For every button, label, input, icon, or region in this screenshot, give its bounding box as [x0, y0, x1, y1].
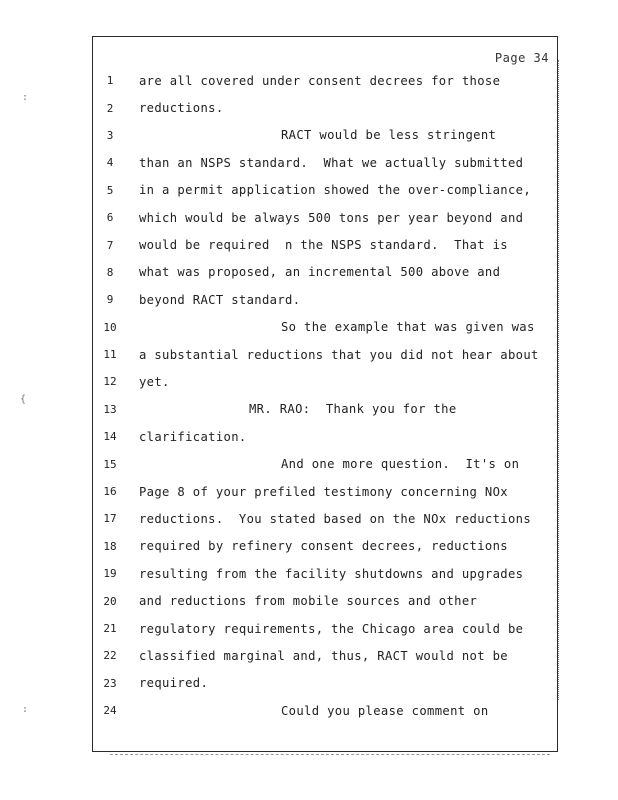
line-number: 6	[106, 211, 114, 225]
line-number: 24	[103, 704, 117, 718]
line-text: yet.	[139, 374, 170, 389]
line-text: would be required n the NSPS standard. That is	[139, 238, 508, 253]
line-text: and reductions from mobile sources and other	[139, 594, 478, 609]
transcript-line	[93, 286, 557, 313]
page-number: Page 34	[494, 51, 549, 65]
transcript-line	[93, 341, 557, 368]
transcript-line	[93, 423, 557, 450]
line-number: 13	[103, 402, 117, 416]
line-number: 5	[106, 183, 114, 197]
line-text: are all covered under consent decrees for those	[139, 73, 501, 88]
line-text: required by refinery consent decrees, reductions	[139, 539, 508, 554]
transcript-line	[93, 314, 557, 341]
line-number: 2	[106, 101, 114, 115]
transcript-line	[93, 642, 557, 669]
transcript-line	[93, 204, 557, 231]
line-text: And one more question. It's on	[281, 457, 520, 472]
line-text: MR. RAO: Thank you for the	[249, 402, 457, 417]
line-number: 9	[106, 293, 114, 307]
transcript-line	[93, 396, 557, 423]
line-text: resulting from the facility shutdowns and upgrades	[139, 566, 524, 581]
bottom-scan-artifact	[110, 754, 550, 761]
line-number: 20	[103, 594, 117, 608]
transcript-lines	[93, 67, 557, 724]
line-text: in a permit application showed the over-compliance,	[139, 183, 532, 198]
transcript-line	[93, 368, 557, 395]
left-margin-mark: {	[20, 394, 27, 405]
line-number: 17	[103, 512, 117, 526]
transcript-line	[93, 67, 557, 94]
line-number: 11	[103, 348, 117, 362]
transcript-line	[93, 231, 557, 258]
line-number: 12	[103, 375, 117, 389]
transcript-line	[93, 670, 557, 697]
line-text: than an NSPS standard. What we actually submitted	[139, 155, 524, 170]
transcript-line	[93, 505, 557, 532]
line-text: required.	[139, 676, 209, 691]
line-text: RACT would be less stringent	[281, 128, 497, 143]
transcript-line	[93, 259, 557, 286]
transcript-line	[93, 450, 557, 477]
line-text: classified marginal and, thus, RACT would not be	[139, 648, 508, 663]
transcript-line	[93, 615, 557, 642]
line-number: 8	[106, 265, 114, 279]
line-text: a substantial reductions that you did not hear about	[139, 347, 539, 362]
line-text: regulatory requirements, the Chicago area could be	[139, 621, 524, 636]
transcript-line	[93, 478, 557, 505]
line-text: Page 8 of your prefiled testimony concerning NOx	[139, 484, 508, 499]
transcript-line	[93, 587, 557, 614]
line-number: 7	[106, 238, 114, 252]
left-margin-mark: :	[22, 704, 29, 715]
line-text: clarification.	[139, 429, 247, 444]
line-text: Could you please comment on	[281, 703, 489, 718]
transcript-line	[93, 94, 557, 121]
line-text: reductions.	[139, 101, 224, 116]
line-text: So the example that was given was	[281, 320, 535, 335]
line-number: 10	[103, 320, 117, 334]
line-text: which would be always 500 tons per year beyond and	[139, 210, 524, 225]
line-number: 4	[106, 156, 114, 170]
line-text: beyond RACT standard.	[139, 292, 301, 307]
line-number: 1	[106, 74, 114, 88]
transcript-page	[92, 36, 558, 752]
line-number: 3	[106, 128, 114, 142]
line-number: 19	[103, 567, 117, 581]
line-number: 23	[103, 676, 117, 690]
right-edge-scan-artifact	[558, 60, 565, 700]
transcript-line	[93, 533, 557, 560]
line-number: 14	[103, 430, 117, 444]
line-number: 21	[103, 622, 117, 635]
transcript-line	[93, 560, 557, 587]
line-number: 18	[103, 539, 117, 553]
line-number: 15	[103, 457, 117, 471]
transcript-line	[93, 177, 557, 204]
line-text: reductions. You stated based on the NOx reductions	[139, 511, 532, 526]
transcript-line	[93, 697, 557, 724]
left-margin-mark: :	[22, 92, 29, 103]
transcript-line	[93, 122, 557, 149]
line-number: 22	[103, 649, 117, 663]
line-text: what was proposed, an incremental 500 above and	[139, 265, 501, 280]
transcript-line	[93, 149, 557, 176]
line-number: 16	[103, 485, 117, 499]
